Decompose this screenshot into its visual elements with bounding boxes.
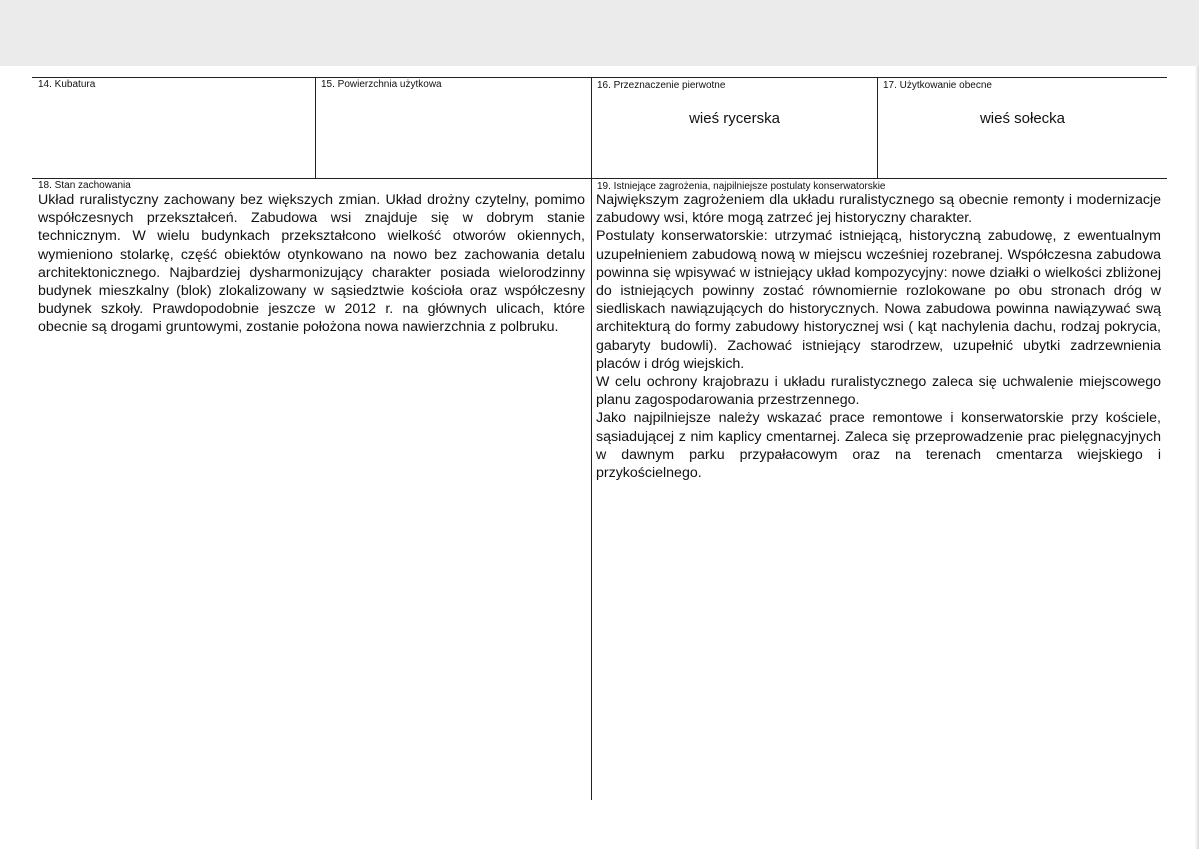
zagrozenia-paragraph-3: W celu ochrony krajobrazu i układu ruralistycznego zaleca się uchwalenie miejscowego planu zagospodarowania przestrzennego. (596, 374, 1161, 409)
zagrozenia-text (596, 191, 1161, 482)
scan-top-margin (0, 0, 1199, 66)
stan-paragraph: Układ ruralistyczny zachowany bez większych zmian. Układ drożny czytelny, pomimo współczesnych przekształceń. Zabudowa wsi znajduje się w dobrym stanie technicznym. W wielu budynkach przekształcono wielkość otworów okiennych, wymieniono stolarkę, część obiektów otynkowano na nowo bez zachowania detalu architektonicznego. Najbardziej dysharmonizujący charakter posiada wielorodzinny budynek mieszkalny (blok) zlokalizowany w sąsiedztwie kościoła oraz współczesny budynek szkoły. Prawdopodobnie jeszcze w 2012 r. na głównych ulicach, które obecnie są drogami gruntowymi, zostanie położona nowa nawierzchnia z polbruku. (38, 192, 585, 336)
kubatura-label: 14. Kubatura (38, 79, 96, 90)
powierzchnia-label: 15. Powierzchnia użytkowa (321, 79, 442, 90)
row-divider (32, 178, 1167, 179)
uzytkowanie-value: wieś sołecka (979, 110, 1066, 127)
col-divider-1 (315, 77, 316, 178)
zagrozenia-paragraph-1: Największym zagrożeniem dla układu ruralistycznego są obecnie remonty i modernizacje zabudowy wsi, które mogą zatrzeć jej historyczny charakter. (596, 192, 1161, 227)
uzytkowanie-label: 17. Użytkowanie obecne (883, 80, 992, 91)
zagrozenia-paragraph-4: Jako najpilniejsze należy wskazać prace remontowe i konserwatorskie przy kościele, sąsiadującej z nim kaplicy cmentarnej. Zaleca się przeprowadzenie prac pielęgnacyjnych w dawnym parku przypałacowym oraz na terenach cmentarza wiejskiego i przykościelnego. (596, 410, 1161, 482)
page-edge (1195, 66, 1199, 849)
zagrozenia-paragraph-2: Postulaty konserwatorskie: utrzymać istniejącą, historyczną zabudowę, z ewentualnym uzupełnieniem zabudową nową w miejscu wcześniej rozebranej. Współczesna zabudowa powinna się wpisywać w istniejący układ kompozycyjny: nowe działki o wielkości zbliżonej do istniejących powinny zostać równomiernie rozlokowane po obu stronach dróg w siedliskach nawiązujących do historycznych. Nowa zabudowa powinna nawiązywać swą architekturą do formy zabudowy historycznej wsi ( kąt nachylenia dachu, rodzaj pokrycia, gabaryty budowli). Zachować istniejący starodrzew, uzupełnić ubytki zadrzewnienia placów i dróg wiejskich. (596, 228, 1161, 372)
przeznaczenie-label: 16. Przeznaczenie pierwotne (597, 80, 726, 91)
stan-text (38, 191, 585, 337)
stan-label: 18. Stan zachowania (38, 180, 131, 191)
przeznaczenie-value: wieś rycerska (689, 110, 780, 127)
zagrozenia-label: 19. Istniejące zagrożenia, najpilniejsze postulaty konserwatorskie (597, 181, 886, 192)
top-border (32, 77, 1167, 78)
col-divider-2 (591, 77, 592, 800)
card-sheet (0, 66, 1195, 849)
